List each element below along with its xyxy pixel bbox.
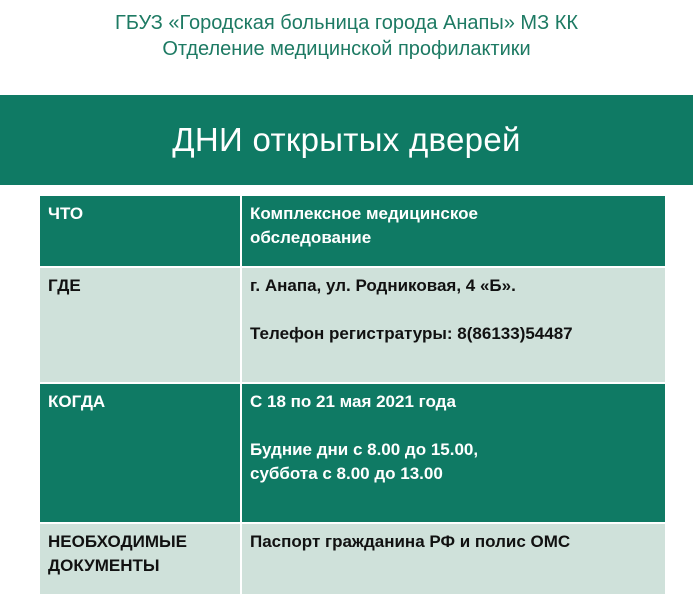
required-documents: Паспорт гражданина РФ и полис ОМС <box>250 532 571 551</box>
table-row-what <box>40 196 665 267</box>
organization-name: ГБУЗ «Городская больница города Анапы» МЗ КК <box>114 12 579 34</box>
what-value-line-1: Комплексное медицинское <box>250 204 478 223</box>
row-key-label: ЧТО <box>48 204 84 223</box>
address-text: г. Анапа, ул. Родниковая, 4 «Б». <box>250 276 516 295</box>
row-value-what <box>241 196 665 267</box>
saturday-hours: суббота с 8.00 до 13.00 <box>250 464 443 483</box>
registry-phone: Телефон регистратуры: 8(86133)54487 <box>250 324 573 343</box>
row-key-what <box>40 196 241 267</box>
table-row-documents <box>40 523 665 595</box>
page-header <box>0 10 693 62</box>
table-row-when <box>40 383 665 523</box>
row-value-documents <box>241 523 665 595</box>
row-value-when <box>241 383 665 523</box>
page-title: ДНИ открытых дверей <box>172 121 521 158</box>
documents-key-line-1: НЕОБХОДИМЫЕ <box>48 532 188 551</box>
row-key-label: КОГДА <box>48 392 106 411</box>
row-value-where <box>241 267 665 383</box>
info-table <box>40 196 665 596</box>
event-dates: С 18 по 21 мая 2021 года <box>250 392 456 411</box>
row-key-documents <box>40 523 241 595</box>
department-name: Отделение медицинской профилактики <box>162 38 531 60</box>
what-value-line-2: обследование <box>250 228 372 247</box>
documents-key-line-2: ДОКУМЕНТЫ <box>48 556 160 575</box>
row-key-label: ГДЕ <box>48 276 81 295</box>
weekday-hours: Будние дни с 8.00 до 15.00, <box>250 440 479 459</box>
row-key-when <box>40 383 241 523</box>
title-banner <box>0 95 693 185</box>
schedule-block <box>250 438 657 486</box>
table-row-where <box>40 267 665 383</box>
row-key-where <box>40 267 241 383</box>
